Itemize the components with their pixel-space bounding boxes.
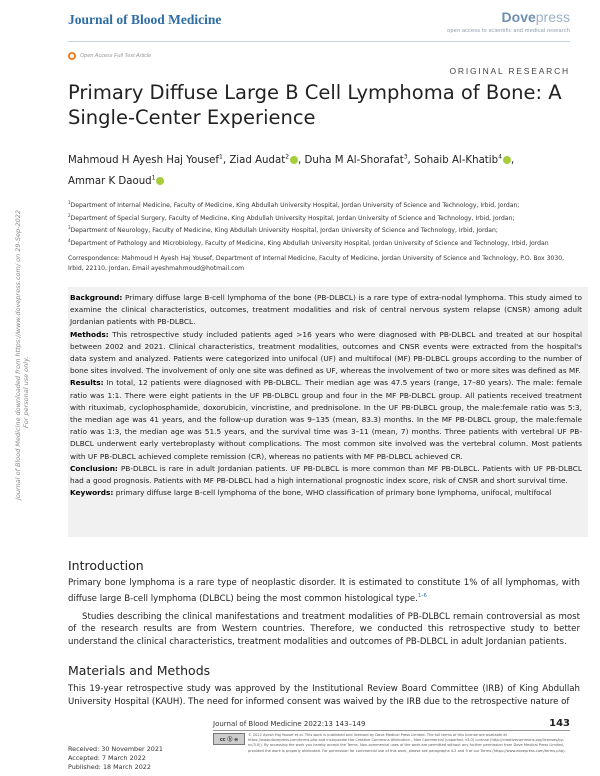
received-date: Received: 30 November 2021: [68, 745, 163, 753]
journal-name[interactable]: Journal of Blood Medicine: [68, 12, 222, 27]
publisher-tagline: open access to scientific and medical research: [447, 28, 570, 34]
header-divider: [68, 41, 570, 42]
reference-link[interactable]: 1–6: [417, 592, 427, 599]
affiliation-marker: 1: [218, 154, 223, 161]
introduction-text: Primary bone lymphoma is a rare type of neoplastic disorder. It is estimated to constitute 1% of all lymphomas, with diffuse large B-cell lymphoma (DLBCL) being the most common histological type.: [68, 578, 580, 604]
author-name: [305, 155, 411, 166]
author-separator: ,: [298, 155, 302, 167]
author-separator: ,: [407, 155, 411, 167]
license-text: © 2022 Ayesh Haj Yousef et al. This work is published and licensed by Dove Medical Press Limited. The full terms of this license are available at https://www.dovepress.com/terms.php and incorporate the Creative Commons Attribution – Non Commercial (unported, v3.0) License (http://creativecommons.org/licenses/by-nc/3.0/). By accessing the work you hereby accept the Terms. Non-commercial uses of the work are permitted without any further permission from Dove Medical Press Limited, provided the work is properly attributed. For permission for commercial use of this work, please see paragraphs 4.2 and 5 of our Terms (https://www.dovepress.com/terms.php).: [248, 733, 566, 753]
author-separator: ,: [510, 155, 515, 167]
methods-paragraph: This 19-year retrospective study was approved by the Institutional Review Board Committee (IRB) of King Abdullah University Hospital (KAUH). The need for informed consent was waived by the IRB due to the retrospective nature of: [68, 684, 580, 707]
affiliation-item: [68, 236, 573, 249]
introduction-heading: Introduction: [68, 558, 144, 573]
affiliation-number: 4: [68, 237, 71, 243]
publisher-logo[interactable]: [502, 9, 570, 25]
download-note: Journal of Blood Medicine downloaded from https://www.dovepress.com/ on 29-Sep-2022: [14, 209, 22, 500]
open-access-label: Open Access Full Text Article: [80, 53, 152, 59]
correspondence: Correspondence: Mahmoud H Ayesh Haj Yousef, Department of Internal Medicine, Faculty of Medicine, Jordan University of Science and Technology, P.O. Box 3030, Irbid, 22110, Jordan, Email ayeshmahmoud@hotmail.com: [68, 255, 565, 272]
author-list: [68, 149, 573, 190]
author-separator: ,: [222, 155, 227, 167]
author-name-text: Mahmoud H Ayesh Haj Yousef: [68, 155, 219, 167]
page-number: 143: [549, 718, 570, 729]
article-title: Primary Diffuse Large B Cell Lymphoma of Bone: A Single-Center Experience: [68, 81, 562, 129]
affiliation-item: [68, 211, 573, 224]
affiliation-number: 1: [68, 200, 71, 205]
affiliations: [68, 198, 573, 249]
author-name-text: Ziad Audat: [229, 155, 286, 167]
introduction-paragraph: Studies describing the clinical manifestations and treatment modalities of PB-DLBCL remain controversial as most of the research results are from Western countries. Therefore, we conducted this retrospective study to better understand the clinical characteristics, treatment modalities and outcomes of PB-DLBCL in adult Jordanian patients.: [68, 611, 580, 647]
accepted-date: Accepted: 7 March 2022: [68, 754, 146, 762]
abstract-section-text: primary diffuse large B-cell lymphoma of the bone, WHO classification of primary bone lymphoma, unifocal, multifocal: [113, 488, 552, 498]
open-access-badge: [68, 52, 151, 60]
abstract-section-label: Background:: [70, 293, 123, 302]
affiliation-marker: 1: [151, 174, 156, 182]
open-access-icon: [68, 52, 76, 60]
affiliation-number: 2: [68, 212, 71, 218]
introduction-body: [68, 577, 580, 654]
abstract-section: [70, 463, 582, 487]
author-name: [229, 155, 301, 166]
abstract-section: [70, 487, 582, 499]
orcid-icon[interactable]: [503, 156, 511, 164]
creative-commons-icon[interactable]: cc ⓑ ⊜: [213, 733, 245, 745]
footer-divider: [213, 730, 570, 731]
abstract-section-label: Results:: [70, 378, 104, 388]
affiliation-text: Department of Pathology and Microbiology, Faculty of Medicine, King Abdullah University Hospital, Jordan University of Science and Technology, Irbid, Jordan: [70, 239, 549, 247]
methods-body: [68, 683, 580, 708]
publisher-logo-light: press: [535, 9, 570, 25]
article-type: ORIGINAL RESEARCH: [449, 66, 570, 76]
affiliation-item: [68, 198, 573, 211]
personal-use-note: For personal use only.: [22, 356, 30, 428]
journal-citation: Journal of Blood Medicine 2022:13 143–149: [213, 720, 366, 728]
affiliation-text: Department of Internal Medicine, Faculty of Medicine, King Abdullah University Hospital, Jordan University of Science and Technology, Irbid, Jordan;: [70, 202, 520, 210]
author-name: [414, 155, 514, 166]
abstract-section: [70, 377, 582, 462]
introduction-paragraph: [68, 577, 580, 605]
orcid-icon[interactable]: [290, 156, 298, 164]
affiliation-marker: 3: [403, 154, 408, 161]
author-name: [68, 155, 226, 166]
abstract-section-text: Primary diffuse large B-cell lymphoma of the bone (PB-DLBCL) is a rare type of extra-nodal lymphoma. This study aimed to examine the clinical characteristics, outcomes, treatment modalities and risk of central nervous system relapse (CNSR) among adult Jordanian patients with PB-DLBCL.: [70, 293, 582, 327]
abstract-section: [70, 329, 582, 378]
methods-heading: Materials and Methods: [68, 663, 211, 678]
article-dates: [68, 745, 163, 772]
author-name: [68, 176, 164, 187]
abstract-section: [70, 292, 582, 329]
abstract-section-text: This retrospective study included patients aged >16 years who were diagnosed with PB-DLBCL and treated at our hospital between 2002 and 2021. Clinical characteristics, treatment modalities, outcomes and CNSR events were extracted from the hospital's data system and analyzed. Patients were categorized into unifocal (UF) and multifocal (MF) PB-DLBCL groups according to the number of bone sites involved. The involvement of only one site was defined as UF, whereas the involvement of two or more sites was defined as MF.: [70, 329, 582, 376]
affiliation-item: [68, 223, 573, 236]
affiliation-marker: 2: [285, 154, 290, 161]
abstract-section-label: Conclusion:: [70, 463, 118, 473]
author-name-text: Sohaib Al-Khatib: [414, 155, 499, 167]
published-date: Published: 18 March 2022: [68, 763, 151, 771]
author-name-text: Ammar K Daoud: [68, 175, 152, 187]
abstract-section-text: PB-DLBCL is rare in adult Jordanian patients. UF PB-DLBCL is more common than MF PB-DLBCL. Patients with UF PB-DLBCL had a good prognosis. Patients with MF PB-DLBCL had a high international prognostic index score, risk of CNSR and short survival time.: [70, 463, 582, 486]
abstract: [70, 292, 582, 499]
affiliation-text: Department of Special Surgery, Faculty of Medicine, King Abdullah University Hospital, Jordan University of Science and Technology, Irbid, Jordan;: [70, 214, 515, 222]
publisher-logo-main: Dove: [501, 9, 536, 25]
affiliation-marker: 4: [498, 154, 502, 161]
affiliation-text: Department of Neurology, Faculty of Medicine, King Abdullah University Hospital, Jordan University of Science and Technology, Irbid, Jordan;: [70, 227, 498, 235]
abstract-section-text: In total, 12 patients were diagnosed with PB-DLBCL. Their median age was 47.5 years (range, 17–80 years). The male: female ratio was 1:1. There were eight patients in the UF PB-DLBCL group and four in the MF PB-DLBCL group. All patients received treatment with rituximab, cyclophosphamide, doxorubicin, vincristine, and prednisolone. In the UF PB-DLBCL group, the male:female ratio was 5:3, the median age was 41 years, and the follow-up duration was 9–135 (mean, 83.3) months. In the MF PB-DLBCL group, the male:female ratio was 1:3, the median age was 51.5 years, and the survival time was 3–11 (mean, 7) months. Three patients with vertebral UF PB-DLBCL underwent early vertebroplasty without complications. The most common site involved was the vertebral column. Most patients with UF PB-DLBCL achieved complete remission (CR), whereas no patients with MF PB-DLBCL achieved CR.: [70, 378, 582, 461]
affiliation-number: 3: [68, 225, 71, 231]
author-name-text: Duha M Al-Shorafat: [304, 155, 404, 167]
abstract-section-label: Keywords:: [70, 488, 114, 498]
orcid-icon[interactable]: [156, 177, 164, 185]
abstract-section-label: Methods:: [70, 329, 109, 339]
